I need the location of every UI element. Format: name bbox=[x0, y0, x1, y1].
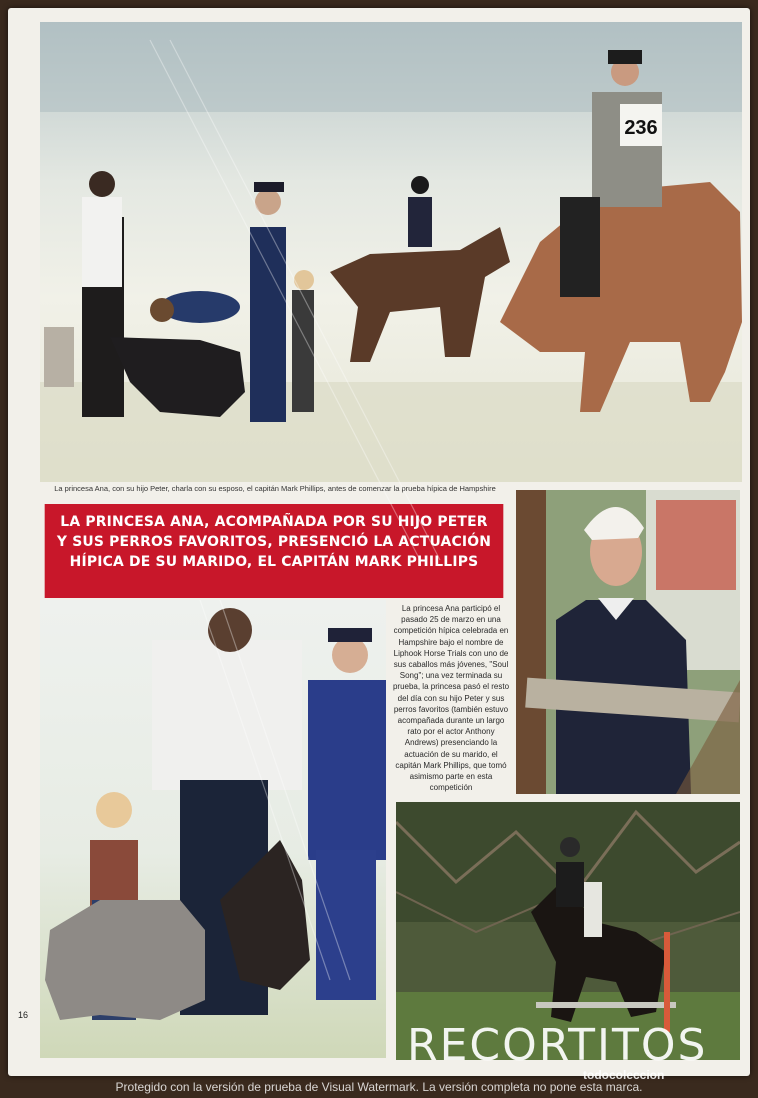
article-headline: LA PRINCESA ANA, ACOMPAÑADA POR SU HIJO PETER Y SUS PERROS FAVORITOS, PRESENCIÓ LA ACTUACIÓN HÍPICA DE SU MARIDO, EL CAPITÁN MARK PHILLIPS bbox=[45, 504, 504, 598]
photo-caption: La princesa Ana, con su hijo Peter, charla con su esposo, el capitán Mark Phillips, antes de comenzar la prueba hípica de Hampshire bbox=[54, 484, 496, 493]
article-body: La princesa Ana participó el pasado 25 de marzo en una competición hípica celebrada en Hampshire bajo el nombre de Liphook Horse Trials con uno de sus caballos más jóvenes, "Soul Song"; una vez terminada su prueba, la princesa pasó el resto del día con su hijo Peter y sus perros favoritos (también estuvo acompañada durante un largo rato por el actor Anthony Andrews) presenciando la actuación de su marido, el capitán Mark Phillips, que tomó asimismo parte en esta competición bbox=[392, 604, 510, 793]
rider-number-bib: 236 bbox=[624, 117, 658, 139]
photo-family-dogs bbox=[40, 600, 386, 1058]
photo-horse-event bbox=[40, 22, 742, 482]
watermark-site-logo: todocoleccion bbox=[583, 1068, 665, 1082]
page-number: 16 bbox=[18, 1010, 29, 1020]
watermark-brand: RECORTITOS bbox=[407, 1020, 708, 1071]
photo-princess-portrait bbox=[516, 490, 740, 794]
watermark-notice: Protegido con la versión de prueba de Visual Watermark. La versión completa no pone esta marca. bbox=[115, 1080, 643, 1094]
